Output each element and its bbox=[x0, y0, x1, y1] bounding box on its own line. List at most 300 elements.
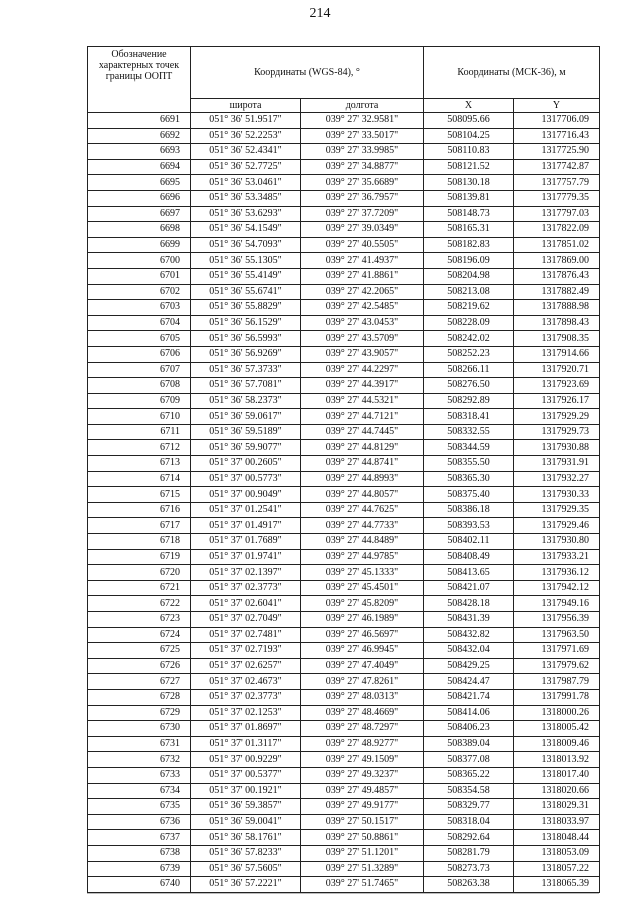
x-coordinate-cell: 508292.64 bbox=[424, 830, 514, 846]
latitude-cell: 051° 36' 57.5605" bbox=[191, 861, 301, 877]
y-coordinate-cell: 1317979.62 bbox=[514, 658, 600, 674]
y-coordinate-cell: 1318013.92 bbox=[514, 752, 600, 768]
y-coordinate-cell: 1317942.12 bbox=[514, 580, 600, 596]
x-coordinate-cell: 508329.77 bbox=[424, 799, 514, 815]
longitude-cell: 039° 27' 44.8741" bbox=[301, 456, 424, 472]
point-id-cell: 6729 bbox=[88, 705, 191, 721]
x-coordinate-cell: 508204.98 bbox=[424, 268, 514, 284]
longitude-cell: 039° 27' 42.2065" bbox=[301, 284, 424, 300]
point-id-cell: 6728 bbox=[88, 689, 191, 705]
point-id-cell: 6727 bbox=[88, 674, 191, 690]
point-id-cell: 6697 bbox=[88, 206, 191, 222]
longitude-cell: 039° 27' 43.0453" bbox=[301, 315, 424, 331]
y-coordinate-cell: 1317882.49 bbox=[514, 284, 600, 300]
longitude-cell: 039° 27' 44.8057" bbox=[301, 487, 424, 503]
longitude-cell: 039° 27' 50.1517" bbox=[301, 814, 424, 830]
table-row bbox=[88, 471, 600, 487]
longitude-cell: 039° 27' 40.5505" bbox=[301, 237, 424, 253]
x-coordinate-cell: 508121.52 bbox=[424, 159, 514, 175]
latitude-cell: 051° 36' 56.5993" bbox=[191, 331, 301, 347]
point-id-cell: 6739 bbox=[88, 861, 191, 877]
longitude-cell: 039° 27' 50.8861" bbox=[301, 830, 424, 846]
longitude-cell: 039° 27' 51.1201" bbox=[301, 845, 424, 861]
x-coordinate-cell: 508095.66 bbox=[424, 113, 514, 129]
y-coordinate-cell: 1317920.71 bbox=[514, 362, 600, 378]
x-coordinate-cell: 508432.82 bbox=[424, 627, 514, 643]
latitude-cell: 051° 37' 02.7481" bbox=[191, 627, 301, 643]
x-coordinate-cell: 508182.83 bbox=[424, 237, 514, 253]
latitude-cell: 051° 37' 02.4673" bbox=[191, 674, 301, 690]
latitude-cell: 051° 36' 59.0617" bbox=[191, 409, 301, 425]
x-coordinate-cell: 508318.41 bbox=[424, 409, 514, 425]
y-coordinate-cell: 1317930.80 bbox=[514, 534, 600, 550]
table-row bbox=[88, 518, 600, 534]
y-coordinate-cell: 1318033.97 bbox=[514, 814, 600, 830]
latitude-cell: 051° 36' 54.7093" bbox=[191, 237, 301, 253]
table-row bbox=[88, 362, 600, 378]
longitude-cell: 039° 27' 46.9945" bbox=[301, 643, 424, 659]
y-coordinate-cell: 1317929.29 bbox=[514, 409, 600, 425]
latitude-cell: 051° 36' 53.6293" bbox=[191, 206, 301, 222]
x-coordinate-cell: 508393.53 bbox=[424, 518, 514, 534]
x-coordinate-cell: 508242.02 bbox=[424, 331, 514, 347]
point-id-cell: 6733 bbox=[88, 767, 191, 783]
point-id-cell: 6738 bbox=[88, 845, 191, 861]
table-row bbox=[88, 284, 600, 300]
table-row bbox=[88, 268, 600, 284]
point-id-cell: 6730 bbox=[88, 721, 191, 737]
x-coordinate-cell: 508365.30 bbox=[424, 471, 514, 487]
latitude-cell: 051° 36' 58.1761" bbox=[191, 830, 301, 846]
y-coordinate-cell: 1317929.35 bbox=[514, 502, 600, 518]
latitude-cell: 051° 36' 57.7081" bbox=[191, 378, 301, 394]
longitude-cell: 039° 27' 46.5697" bbox=[301, 627, 424, 643]
y-coordinate-cell: 1317987.79 bbox=[514, 674, 600, 690]
table-row bbox=[88, 612, 600, 628]
point-id-cell: 6719 bbox=[88, 549, 191, 565]
x-coordinate-cell: 508421.74 bbox=[424, 689, 514, 705]
longitude-cell: 039° 27' 33.5017" bbox=[301, 128, 424, 144]
x-coordinate-cell: 508354.58 bbox=[424, 783, 514, 799]
latitude-cell: 051° 36' 59.3857" bbox=[191, 799, 301, 815]
table-row bbox=[88, 830, 600, 846]
point-id-cell: 6724 bbox=[88, 627, 191, 643]
latitude-cell: 051° 36' 55.6741" bbox=[191, 284, 301, 300]
x-coordinate-cell: 508318.04 bbox=[424, 814, 514, 830]
table-row bbox=[88, 440, 600, 456]
longitude-cell: 039° 27' 32.9581" bbox=[301, 113, 424, 129]
table-row bbox=[88, 206, 600, 222]
latitude-cell: 051° 36' 57.3733" bbox=[191, 362, 301, 378]
table-row bbox=[88, 128, 600, 144]
table-row bbox=[88, 580, 600, 596]
x-coordinate-cell: 508355.50 bbox=[424, 456, 514, 472]
latitude-cell: 051° 36' 52.2253" bbox=[191, 128, 301, 144]
x-coordinate-cell: 508332.55 bbox=[424, 424, 514, 440]
point-id-cell: 6706 bbox=[88, 346, 191, 362]
page-number: 214 bbox=[309, 6, 331, 21]
x-coordinate-cell: 508375.40 bbox=[424, 487, 514, 503]
table-row bbox=[88, 113, 600, 129]
y-coordinate-cell: 1318053.09 bbox=[514, 845, 600, 861]
point-id-cell: 6700 bbox=[88, 253, 191, 269]
y-coordinate-cell: 1318048.44 bbox=[514, 830, 600, 846]
longitude-cell: 039° 27' 44.8993" bbox=[301, 471, 424, 487]
longitude-cell: 039° 27' 44.2297" bbox=[301, 362, 424, 378]
x-coordinate-cell: 508424.47 bbox=[424, 674, 514, 690]
x-coordinate-cell: 508428.18 bbox=[424, 596, 514, 612]
x-coordinate-cell: 508281.79 bbox=[424, 845, 514, 861]
header-msk36: Координаты (МСК-36), м bbox=[424, 47, 600, 99]
x-coordinate-cell: 508273.73 bbox=[424, 861, 514, 877]
longitude-cell: 039° 27' 48.0313" bbox=[301, 689, 424, 705]
latitude-cell: 051° 36' 55.8829" bbox=[191, 300, 301, 316]
x-coordinate-cell: 508386.18 bbox=[424, 502, 514, 518]
table-row bbox=[88, 705, 600, 721]
longitude-cell: 039° 27' 44.5321" bbox=[301, 393, 424, 409]
table-row bbox=[88, 487, 600, 503]
y-coordinate-cell: 1317936.12 bbox=[514, 565, 600, 581]
y-coordinate-cell: 1317914.66 bbox=[514, 346, 600, 362]
latitude-cell: 051° 36' 55.1305" bbox=[191, 253, 301, 269]
y-coordinate-cell: 1317929.73 bbox=[514, 424, 600, 440]
latitude-cell: 051° 36' 57.2221" bbox=[191, 877, 301, 893]
y-coordinate-cell: 1317923.69 bbox=[514, 378, 600, 394]
y-coordinate-cell: 1317908.35 bbox=[514, 331, 600, 347]
longitude-cell: 039° 27' 46.1989" bbox=[301, 612, 424, 628]
latitude-cell: 051° 37' 02.3773" bbox=[191, 689, 301, 705]
y-coordinate-cell: 1317869.00 bbox=[514, 253, 600, 269]
longitude-cell: 039° 27' 47.8261" bbox=[301, 674, 424, 690]
point-id-cell: 6709 bbox=[88, 393, 191, 409]
point-id-cell: 6714 bbox=[88, 471, 191, 487]
x-coordinate-cell: 508414.06 bbox=[424, 705, 514, 721]
longitude-cell: 039° 27' 37.7209" bbox=[301, 206, 424, 222]
point-id-cell: 6725 bbox=[88, 643, 191, 659]
table-row bbox=[88, 456, 600, 472]
table-row bbox=[88, 409, 600, 425]
latitude-cell: 051° 37' 01.4917" bbox=[191, 518, 301, 534]
longitude-cell: 039° 27' 49.3237" bbox=[301, 767, 424, 783]
x-coordinate-cell: 508228.09 bbox=[424, 315, 514, 331]
table-row bbox=[88, 565, 600, 581]
longitude-cell: 039° 27' 43.9057" bbox=[301, 346, 424, 362]
longitude-cell: 039° 27' 44.8129" bbox=[301, 440, 424, 456]
y-coordinate-cell: 1317779.35 bbox=[514, 190, 600, 206]
latitude-cell: 051° 37' 00.5377" bbox=[191, 767, 301, 783]
point-id-cell: 6713 bbox=[88, 456, 191, 472]
x-coordinate-cell: 508365.22 bbox=[424, 767, 514, 783]
x-coordinate-cell: 508389.04 bbox=[424, 736, 514, 752]
table-row bbox=[88, 144, 600, 160]
latitude-cell: 051° 37' 01.7689" bbox=[191, 534, 301, 550]
table-row bbox=[88, 393, 600, 409]
longitude-cell: 039° 27' 39.0349" bbox=[301, 222, 424, 238]
y-coordinate-cell: 1317971.69 bbox=[514, 643, 600, 659]
y-coordinate-cell: 1317706.09 bbox=[514, 113, 600, 129]
point-id-cell: 6736 bbox=[88, 814, 191, 830]
latitude-cell: 051° 36' 53.3485" bbox=[191, 190, 301, 206]
header-wgs84: Координаты (WGS-84), ° bbox=[191, 47, 424, 99]
point-id-cell: 6734 bbox=[88, 783, 191, 799]
y-coordinate-cell: 1317888.98 bbox=[514, 300, 600, 316]
y-coordinate-cell: 1317933.21 bbox=[514, 549, 600, 565]
longitude-cell: 039° 27' 49.1509" bbox=[301, 752, 424, 768]
table-row bbox=[88, 674, 600, 690]
point-id-cell: 6702 bbox=[88, 284, 191, 300]
table-row bbox=[88, 331, 600, 347]
table-row bbox=[88, 549, 600, 565]
latitude-cell: 051° 36' 54.1549" bbox=[191, 222, 301, 238]
longitude-cell: 039° 27' 44.7121" bbox=[301, 409, 424, 425]
longitude-cell: 039° 27' 51.7465" bbox=[301, 877, 424, 893]
header-x: X bbox=[424, 99, 514, 113]
x-coordinate-cell: 508104.25 bbox=[424, 128, 514, 144]
latitude-cell: 051° 37' 00.9229" bbox=[191, 752, 301, 768]
table-row bbox=[88, 845, 600, 861]
y-coordinate-cell: 1317930.88 bbox=[514, 440, 600, 456]
table-row bbox=[88, 861, 600, 877]
latitude-cell: 051° 37' 00.2605" bbox=[191, 456, 301, 472]
longitude-cell: 039° 27' 48.9277" bbox=[301, 736, 424, 752]
page-bottom-rule bbox=[87, 893, 599, 894]
latitude-cell: 051° 37' 02.3773" bbox=[191, 580, 301, 596]
y-coordinate-cell: 1317742.87 bbox=[514, 159, 600, 175]
x-coordinate-cell: 508421.07 bbox=[424, 580, 514, 596]
point-id-cell: 6704 bbox=[88, 315, 191, 331]
point-id-cell: 6717 bbox=[88, 518, 191, 534]
point-id-cell: 6731 bbox=[88, 736, 191, 752]
y-coordinate-cell: 1318065.39 bbox=[514, 877, 600, 893]
point-id-cell: 6718 bbox=[88, 534, 191, 550]
x-coordinate-cell: 508266.11 bbox=[424, 362, 514, 378]
longitude-cell: 039° 27' 44.3917" bbox=[301, 378, 424, 394]
x-coordinate-cell: 508377.08 bbox=[424, 752, 514, 768]
longitude-cell: 039° 27' 45.1333" bbox=[301, 565, 424, 581]
latitude-cell: 051° 36' 59.9077" bbox=[191, 440, 301, 456]
latitude-cell: 051° 36' 52.7725" bbox=[191, 159, 301, 175]
table-row bbox=[88, 300, 600, 316]
point-id-cell: 6721 bbox=[88, 580, 191, 596]
point-id-cell: 6711 bbox=[88, 424, 191, 440]
table-row bbox=[88, 783, 600, 799]
header-latitude: широта bbox=[191, 99, 301, 113]
point-id-cell: 6696 bbox=[88, 190, 191, 206]
latitude-cell: 051° 37' 00.1921" bbox=[191, 783, 301, 799]
y-coordinate-cell: 1317963.50 bbox=[514, 627, 600, 643]
latitude-cell: 051° 37' 02.6041" bbox=[191, 596, 301, 612]
x-coordinate-cell: 508219.62 bbox=[424, 300, 514, 316]
table-row bbox=[88, 814, 600, 830]
latitude-cell: 051° 37' 01.2541" bbox=[191, 502, 301, 518]
point-id-cell: 6693 bbox=[88, 144, 191, 160]
table-row bbox=[88, 596, 600, 612]
latitude-cell: 051° 36' 58.2373" bbox=[191, 393, 301, 409]
point-id-cell: 6723 bbox=[88, 612, 191, 628]
latitude-cell: 051° 37' 01.3117" bbox=[191, 736, 301, 752]
header-designation: Обозначение характерных точек границы ООПТ bbox=[88, 47, 191, 113]
x-coordinate-cell: 508165.31 bbox=[424, 222, 514, 238]
y-coordinate-cell: 1317991.78 bbox=[514, 689, 600, 705]
x-coordinate-cell: 508276.50 bbox=[424, 378, 514, 394]
table-row bbox=[88, 736, 600, 752]
y-coordinate-cell: 1317898.43 bbox=[514, 315, 600, 331]
y-coordinate-cell: 1317930.33 bbox=[514, 487, 600, 503]
longitude-cell: 039° 27' 33.9985" bbox=[301, 144, 424, 160]
latitude-cell: 051° 36' 53.0461" bbox=[191, 175, 301, 191]
y-coordinate-cell: 1317716.43 bbox=[514, 128, 600, 144]
point-id-cell: 6710 bbox=[88, 409, 191, 425]
latitude-cell: 051° 36' 57.8233" bbox=[191, 845, 301, 861]
longitude-cell: 039° 27' 49.4857" bbox=[301, 783, 424, 799]
y-coordinate-cell: 1318057.22 bbox=[514, 861, 600, 877]
y-coordinate-cell: 1317931.91 bbox=[514, 456, 600, 472]
table-row bbox=[88, 346, 600, 362]
longitude-cell: 039° 27' 41.4937" bbox=[301, 253, 424, 269]
longitude-cell: 039° 27' 41.8861" bbox=[301, 268, 424, 284]
point-id-cell: 6722 bbox=[88, 596, 191, 612]
y-coordinate-cell: 1317949.16 bbox=[514, 596, 600, 612]
longitude-cell: 039° 27' 45.4501" bbox=[301, 580, 424, 596]
point-id-cell: 6715 bbox=[88, 487, 191, 503]
x-coordinate-cell: 508406.23 bbox=[424, 721, 514, 737]
table-row bbox=[88, 658, 600, 674]
latitude-cell: 051° 37' 02.7049" bbox=[191, 612, 301, 628]
y-coordinate-cell: 1318000.26 bbox=[514, 705, 600, 721]
x-coordinate-cell: 508110.83 bbox=[424, 144, 514, 160]
longitude-cell: 039° 27' 48.7297" bbox=[301, 721, 424, 737]
point-id-cell: 6699 bbox=[88, 237, 191, 253]
x-coordinate-cell: 508402.11 bbox=[424, 534, 514, 550]
table-row bbox=[88, 643, 600, 659]
latitude-cell: 051° 36' 59.5189" bbox=[191, 424, 301, 440]
table-row bbox=[88, 237, 600, 253]
y-coordinate-cell: 1317932.27 bbox=[514, 471, 600, 487]
table-row bbox=[88, 175, 600, 191]
longitude-cell: 039° 27' 44.7445" bbox=[301, 424, 424, 440]
x-coordinate-cell: 508292.89 bbox=[424, 393, 514, 409]
x-coordinate-cell: 508429.25 bbox=[424, 658, 514, 674]
y-coordinate-cell: 1318009.46 bbox=[514, 736, 600, 752]
longitude-cell: 039° 27' 42.5485" bbox=[301, 300, 424, 316]
longitude-cell: 039° 27' 44.7733" bbox=[301, 518, 424, 534]
longitude-cell: 039° 27' 49.9177" bbox=[301, 799, 424, 815]
table-row bbox=[88, 534, 600, 550]
header-longitude: долгота bbox=[301, 99, 424, 113]
table-row bbox=[88, 689, 600, 705]
x-coordinate-cell: 508432.04 bbox=[424, 643, 514, 659]
header-y: Y bbox=[514, 99, 600, 113]
latitude-cell: 051° 36' 59.0041" bbox=[191, 814, 301, 830]
point-id-cell: 6701 bbox=[88, 268, 191, 284]
latitude-cell: 051° 36' 52.4341" bbox=[191, 144, 301, 160]
point-id-cell: 6712 bbox=[88, 440, 191, 456]
y-coordinate-cell: 1317822.09 bbox=[514, 222, 600, 238]
longitude-cell: 039° 27' 47.4049" bbox=[301, 658, 424, 674]
y-coordinate-cell: 1318005.42 bbox=[514, 721, 600, 737]
latitude-cell: 051° 36' 56.9269" bbox=[191, 346, 301, 362]
longitude-cell: 039° 27' 45.8209" bbox=[301, 596, 424, 612]
point-id-cell: 6726 bbox=[88, 658, 191, 674]
x-coordinate-cell: 508431.39 bbox=[424, 612, 514, 628]
longitude-cell: 039° 27' 35.6689" bbox=[301, 175, 424, 191]
y-coordinate-cell: 1317757.79 bbox=[514, 175, 600, 191]
longitude-cell: 039° 27' 51.3289" bbox=[301, 861, 424, 877]
longitude-cell: 039° 27' 44.9785" bbox=[301, 549, 424, 565]
y-coordinate-cell: 1317876.43 bbox=[514, 268, 600, 284]
point-id-cell: 6740 bbox=[88, 877, 191, 893]
longitude-cell: 039° 27' 43.5709" bbox=[301, 331, 424, 347]
y-coordinate-cell: 1318017.40 bbox=[514, 767, 600, 783]
x-coordinate-cell: 508252.23 bbox=[424, 346, 514, 362]
x-coordinate-cell: 508213.08 bbox=[424, 284, 514, 300]
table-row bbox=[88, 877, 600, 893]
x-coordinate-cell: 508130.18 bbox=[424, 175, 514, 191]
latitude-cell: 051° 36' 51.9517" bbox=[191, 113, 301, 129]
x-coordinate-cell: 508413.65 bbox=[424, 565, 514, 581]
point-id-cell: 6720 bbox=[88, 565, 191, 581]
latitude-cell: 051° 37' 01.9741" bbox=[191, 549, 301, 565]
point-id-cell: 6737 bbox=[88, 830, 191, 846]
point-id-cell: 6716 bbox=[88, 502, 191, 518]
longitude-cell: 039° 27' 48.4669" bbox=[301, 705, 424, 721]
point-id-cell: 6708 bbox=[88, 378, 191, 394]
point-id-cell: 6707 bbox=[88, 362, 191, 378]
point-id-cell: 6695 bbox=[88, 175, 191, 191]
table-row bbox=[88, 253, 600, 269]
x-coordinate-cell: 508263.38 bbox=[424, 877, 514, 893]
latitude-cell: 051° 37' 00.5773" bbox=[191, 471, 301, 487]
latitude-cell: 051° 37' 02.1397" bbox=[191, 565, 301, 581]
table-row bbox=[88, 222, 600, 238]
y-coordinate-cell: 1318029.31 bbox=[514, 799, 600, 815]
table-row bbox=[88, 502, 600, 518]
x-coordinate-cell: 508344.59 bbox=[424, 440, 514, 456]
table-row bbox=[88, 378, 600, 394]
latitude-cell: 051° 36' 55.4149" bbox=[191, 268, 301, 284]
table-row bbox=[88, 159, 600, 175]
table-row bbox=[88, 424, 600, 440]
table-row bbox=[88, 752, 600, 768]
y-coordinate-cell: 1317851.02 bbox=[514, 237, 600, 253]
y-coordinate-cell: 1317725.90 bbox=[514, 144, 600, 160]
table-row bbox=[88, 190, 600, 206]
point-id-cell: 6698 bbox=[88, 222, 191, 238]
x-coordinate-cell: 508139.81 bbox=[424, 190, 514, 206]
point-id-cell: 6703 bbox=[88, 300, 191, 316]
latitude-cell: 051° 37' 01.8697" bbox=[191, 721, 301, 737]
latitude-cell: 051° 37' 00.9049" bbox=[191, 487, 301, 503]
point-id-cell: 6705 bbox=[88, 331, 191, 347]
table-row bbox=[88, 721, 600, 737]
y-coordinate-cell: 1317956.39 bbox=[514, 612, 600, 628]
point-id-cell: 6691 bbox=[88, 113, 191, 129]
longitude-cell: 039° 27' 36.7957" bbox=[301, 190, 424, 206]
point-id-cell: 6694 bbox=[88, 159, 191, 175]
point-id-cell: 6732 bbox=[88, 752, 191, 768]
latitude-cell: 051° 37' 02.7193" bbox=[191, 643, 301, 659]
point-id-cell: 6735 bbox=[88, 799, 191, 815]
y-coordinate-cell: 1317929.46 bbox=[514, 518, 600, 534]
x-coordinate-cell: 508196.09 bbox=[424, 253, 514, 269]
longitude-cell: 039° 27' 34.8877" bbox=[301, 159, 424, 175]
table-row bbox=[88, 315, 600, 331]
x-coordinate-cell: 508148.73 bbox=[424, 206, 514, 222]
table-row bbox=[88, 627, 600, 643]
latitude-cell: 051° 37' 02.1253" bbox=[191, 705, 301, 721]
x-coordinate-cell: 508408.49 bbox=[424, 549, 514, 565]
table-row bbox=[88, 767, 600, 783]
